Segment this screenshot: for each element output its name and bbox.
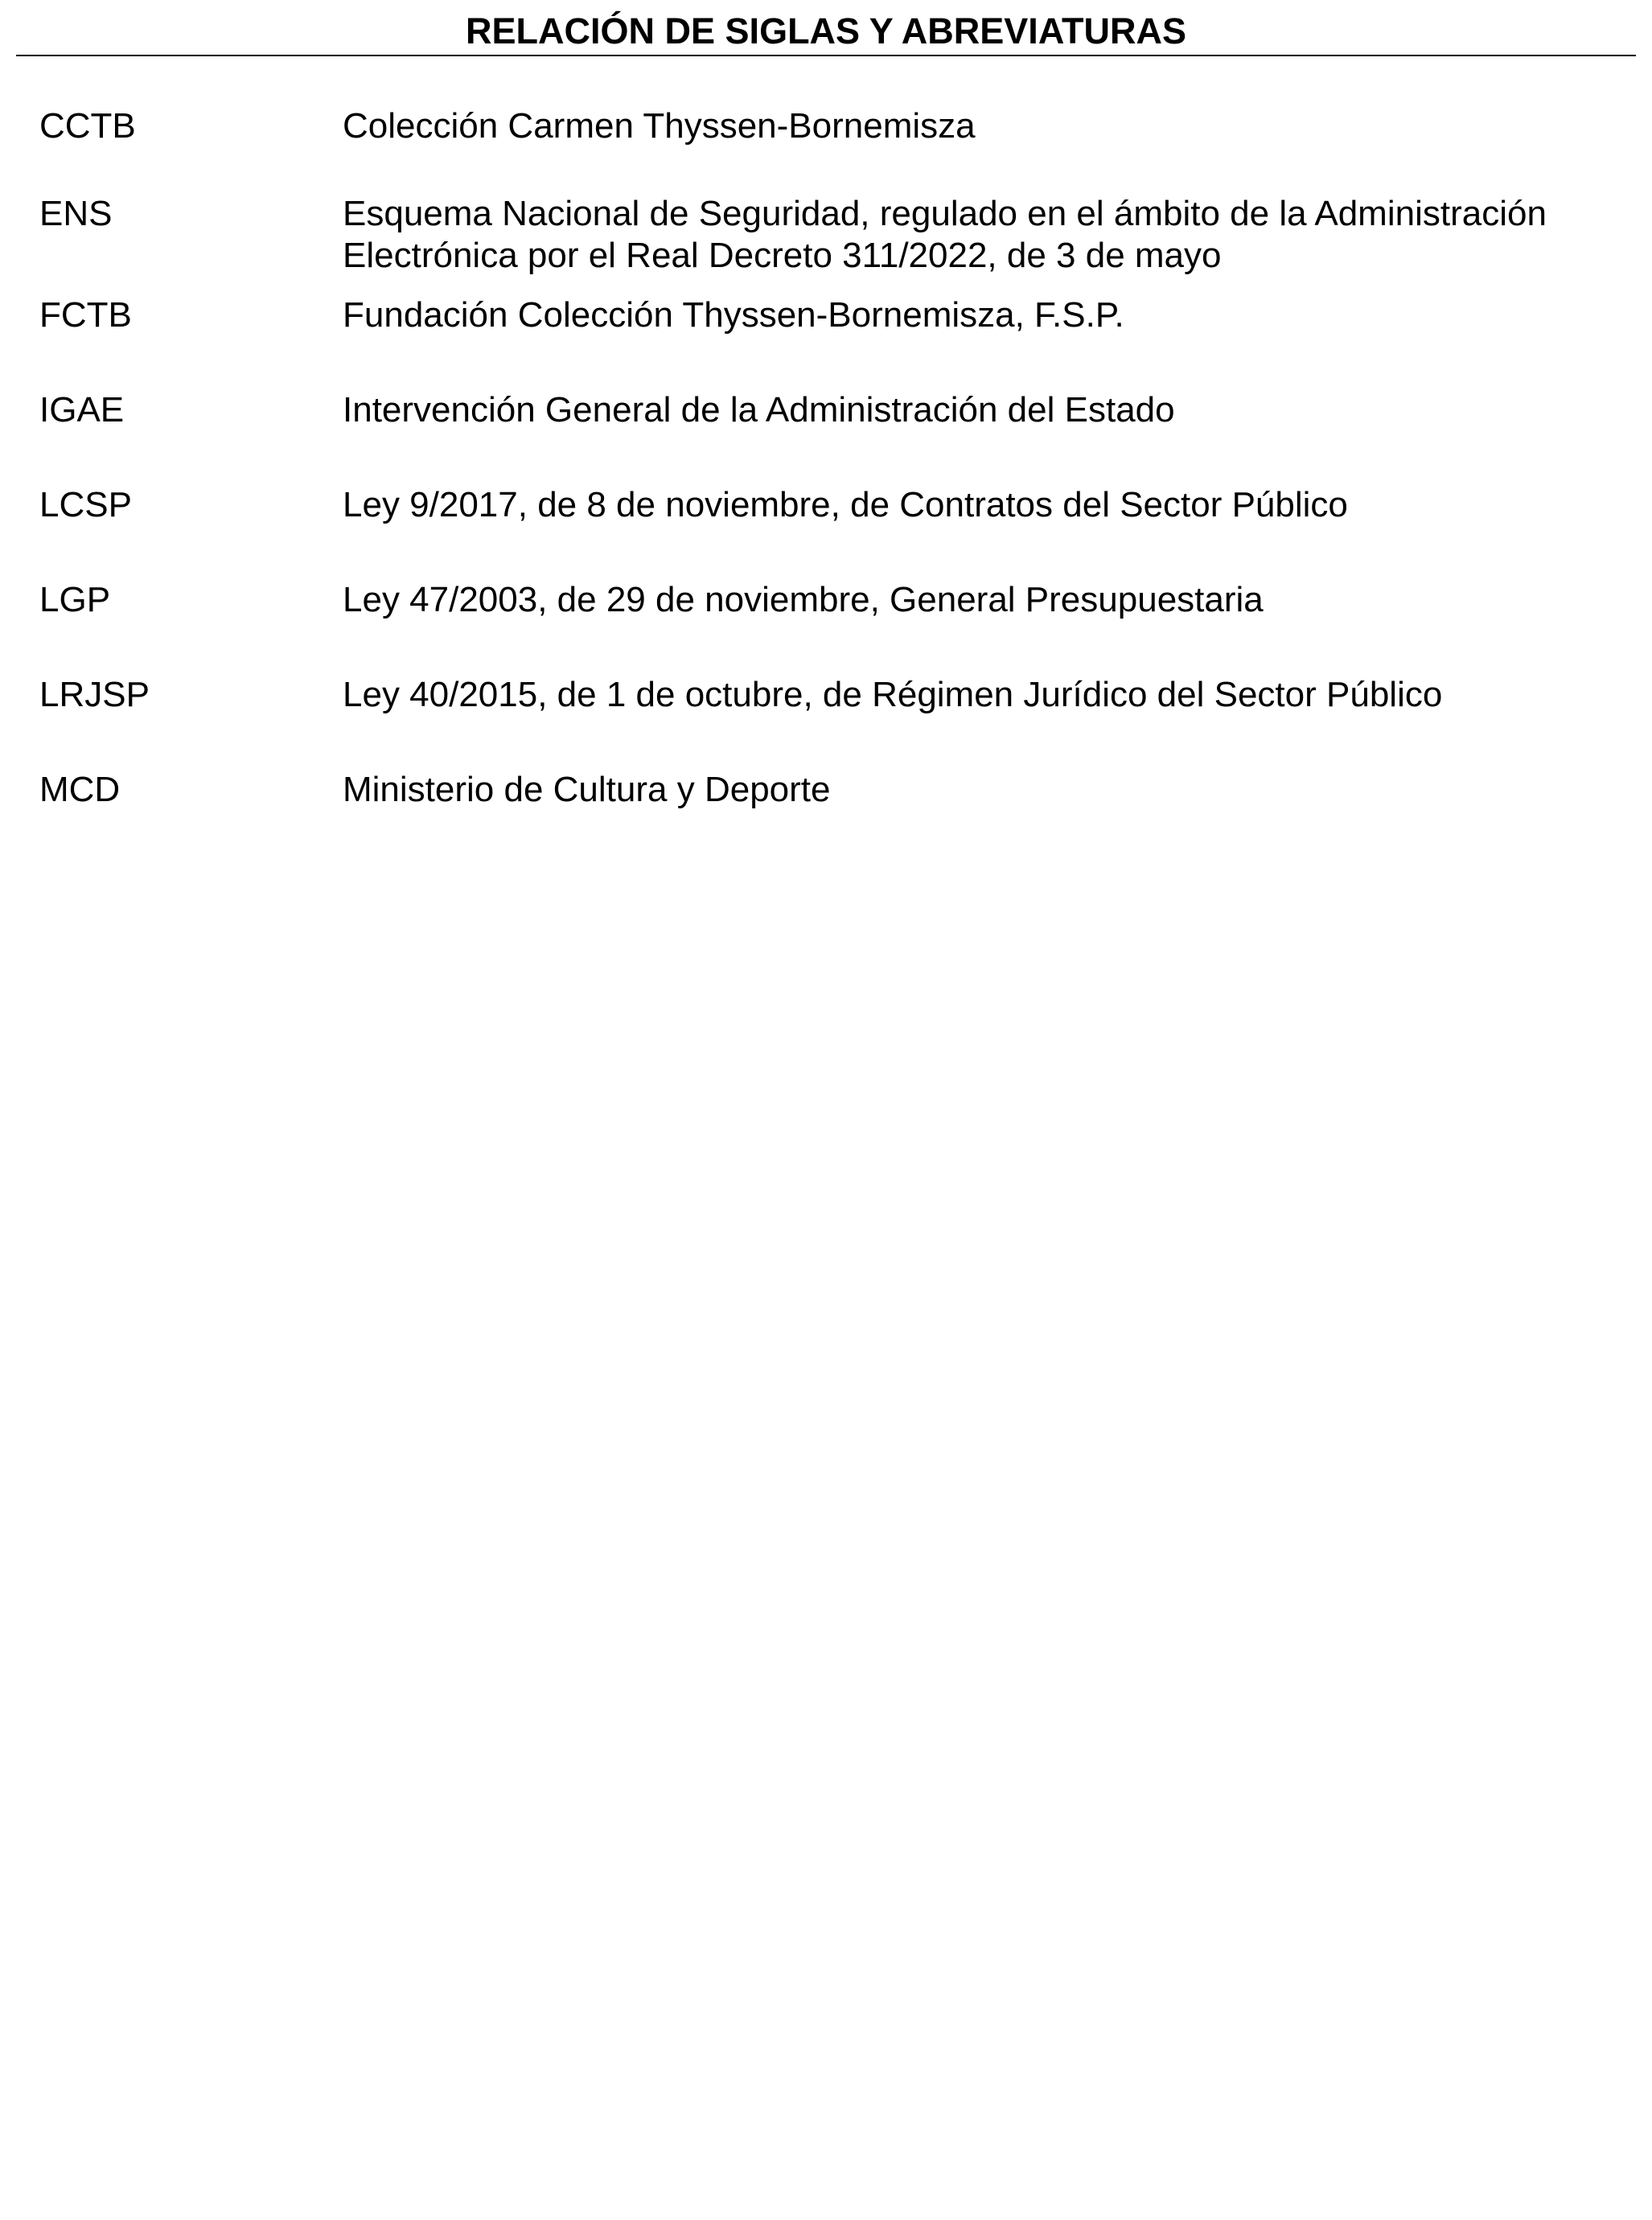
acronym: CCTB (39, 106, 136, 146)
acronym-definition: Ley 47/2003, de 29 de noviembre, General Presupuestaria (343, 580, 1264, 619)
acronym: FCTB (39, 295, 132, 335)
acronym-definition: Esquema Nacional de Seguridad, regulado en el ámbito de la Administración Electrónica por el Real Decreto 311/2022, de 3 de mayo (343, 194, 1547, 275)
acronym: MCD (39, 770, 121, 809)
acronym: LGP (39, 580, 111, 619)
title-underline (16, 55, 1636, 56)
acronym-definition: Intervención General de la Administración del Estado (343, 390, 1175, 430)
acronym: LCSP (39, 485, 132, 524)
acronym: LRJSP (39, 675, 150, 714)
acronym-definition: Ministerio de Cultura y Deporte (343, 770, 831, 809)
acronym-definition: Colección Carmen Thyssen-Bornemisza (343, 106, 976, 146)
acronym-definition: Fundación Colección Thyssen-Bornemisza, F.S.P. (343, 295, 1124, 335)
acronym-definition: Ley 40/2015, de 1 de octubre, de Régimen Jurídico del Sector Público (343, 675, 1443, 714)
acronym-definition: Ley 9/2017, de 8 de noviembre, de Contratos del Sector Público (343, 485, 1348, 524)
page-title: RELACIÓN DE SIGLAS Y ABREVIATURAS (466, 10, 1186, 51)
acronym: IGAE (39, 390, 125, 430)
acronym: ENS (39, 194, 113, 233)
